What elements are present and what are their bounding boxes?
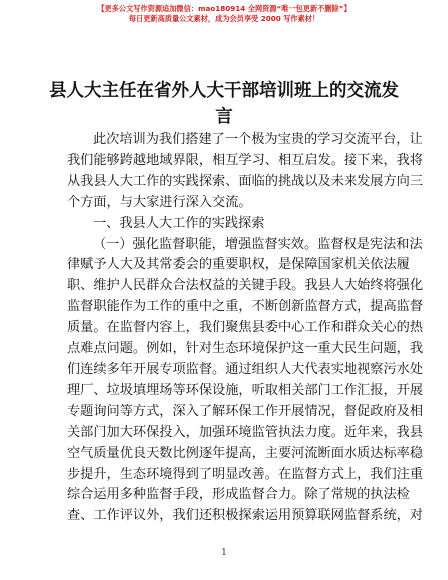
page-number: 1 [221,548,227,558]
paragraph-line: 此次培训为我们搭建了一个极为宝贵的学习交流平台，让 [93,132,423,147]
paragraph-line: 点难点问题。例如，针对生态环境保护这一重大民生问题，我 [67,341,424,357]
promo-banner [0,4,448,24]
paragraph-line: （一）强化监督职能，增强监督实效。监督权是宪法和法 [93,236,423,252]
promo-line-1: 【更多公文写作资源追加微信：mao180914 全网资源“唯一包更新不删除”】 [97,4,351,13]
paragraph-line: 查、工作评议外，我们还积极探索运用预算联网监督系统，对 [67,508,424,524]
paragraph-line: 职、维护人民群众合法权益的关键手段。我县人大始终将强化 [67,278,424,294]
paragraph-line: 专题询问等方式，深入了解环保工作开展情况，督促政府及相 [67,403,424,419]
paragraph-line: 监督职能作为工作的重中之重，不断创新监督方式，提高监督 [67,299,424,315]
paragraph-line: 质量。在监督内容上，我们聚焦县委中心工作和群众关心的热 [67,320,424,336]
paragraph-line: 理厂、垃圾填埋场等环保设施，听取相关部门工作汇报，开展 [67,382,424,398]
paragraph-line: 综合运用多种监督手段，形成监督合力。除了常规的执法检 [67,487,410,503]
paragraph-line: 步提升，生态环境得到了明显改善。在监督方式上，我们注重 [67,466,424,482]
document-body [67,130,424,527]
title-line: 县人大主任在省外人大干部培训班上的交流发 [49,81,399,101]
paragraph-line: 们连续多年开展专项监督。通过组织人大代表实地视察污水处 [67,361,424,377]
paragraph-line: 空气质量优良天数比例逐年提高，主要河流断面水质达标率稳 [67,445,424,461]
document-title [40,78,408,130]
paragraph-line: 从我县人大工作的实践探索、面临的挑战以及未来发展方向三 [67,173,424,189]
paragraph-line: 律赋予人大及其常委会的重要职权，是保障国家机关依法履 [67,257,410,273]
paragraph-line: 个方面，与大家进行深入交流。 [67,194,252,210]
paragraph-line: 关部门加大环保投入，加强环境监管执法力度。近年来，我县 [67,424,424,440]
promo-line-2: 每日更新高质量公文素材，成为会员享受 2000 写作素材！ [128,14,320,23]
title-line: 言 [215,107,233,127]
paragraph-line: 我们能够跨越地域界限，相互学习、相互启发。接下来，我将 [67,152,424,168]
section-heading: 一、我县人大工作的实践探索 [93,215,265,231]
